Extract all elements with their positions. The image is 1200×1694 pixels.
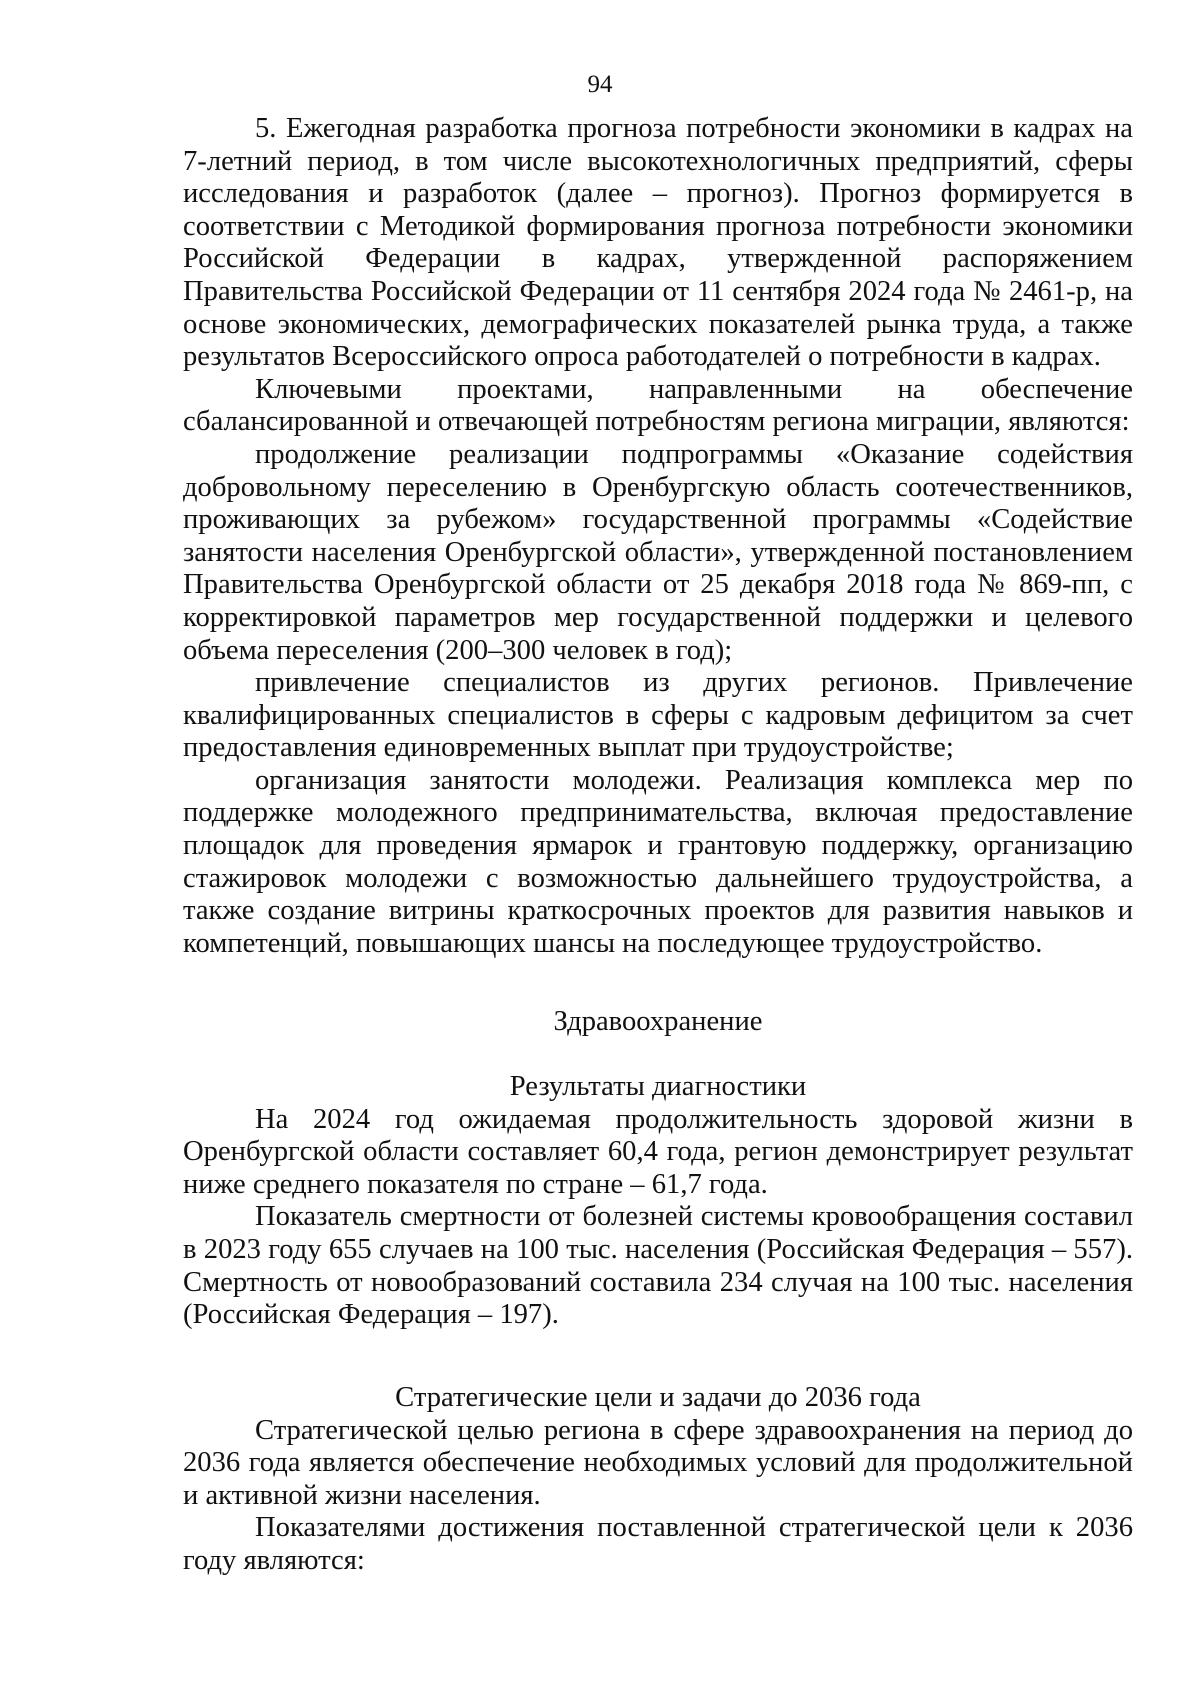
paragraph: Ключевыми проектами, направленными на обеспечение сбалансированной и отвечающей потребностям региона миграции, являются: xyxy=(183,373,1133,438)
section-diagnostics xyxy=(183,1071,1133,1332)
paragraph: продолжение реализации подпрограммы «Оказание содействия добровольному переселению в Оренбургскую область соотечественников, проживающих за рубежом» государственной программы «Содействие занятости населения Оренбургской области», утвержденной постановлением Правительства Оренбургской области от 25 декабря 2018 года № 869-пп, с корректировкой параметров мер государственной поддержки и целевого объема переселения (200–300 человек в год); xyxy=(183,438,1133,666)
paragraph: привлечение специалистов из других регионов. Привлечение квалифицированных специалистов в сферы с кадровым дефицитом за счет предоставления единовременных выплат при трудоустройстве; xyxy=(183,667,1133,764)
section-heading: Здравоохранение xyxy=(553,1006,763,1037)
section-goals xyxy=(183,1382,1133,1578)
paragraph: Показателями достижения поставленной стратегической цели к 2036 году являются: xyxy=(183,1512,1133,1576)
paragraph: организация занятости молодежи. Реализация комплекса мер по поддержке молодежного предпринимательства, включая предоставление площадок для проведения ярмарок и грантовую поддержку, организацию стажировок молодежи с возможностью дальнейшего трудоустройства, а также создание витрины краткосрочных проектов для развития навыков и компетенций, повышающих шансы на последующее трудоустройство. xyxy=(183,764,1133,959)
paragraph: Стратегической целью региона в сфере здравоохранения на период до 2036 года является обеспечение необходимых условий для продолжительной и активной жизни населения. xyxy=(183,1414,1133,1511)
paragraph: 5. Ежегодная разработка прогноза потребности экономики в кадрах на 7-летний период, в том числе высокотехнологичных предприятий, сферы исследования и разработок (далее – прогноз). Прогноз формируется в соответствии с Методикой формирования прогноза потребности экономики Российской Федерации в кадрах, утвержденной распоряжением Правительства Российской Федерации от 11 сентября 2024 года № 2461-р, на основе экономических, демографических показателей рынка труда, а также результатов Всероссийского опроса работодателей о потребности в кадрах. xyxy=(183,113,1133,373)
paragraph: На 2024 год ожидаемая продолжительность здоровой жизни в Оренбургской области составляет 60,4 года, регион демонстрирует результат ниже среднего показателя по стране – 61,7 года. xyxy=(183,1103,1133,1200)
page-number: 94 xyxy=(587,71,613,98)
subsection-heading: Результаты диагностики xyxy=(509,1071,807,1102)
subsection-heading: Стратегические цели и задачи до 2036 года xyxy=(395,1382,921,1413)
paragraph: Показатель смертности от болезней системы кровообращения составил в 2023 году 655 случаев на 100 тыс. населения (Российская Федерация – 557). Смертность от новообразований составила 234 случая на 100 тыс. населения (Российская Федерация – 197). xyxy=(183,1201,1133,1331)
section-top xyxy=(183,113,1133,960)
section-health xyxy=(183,1006,1133,1039)
